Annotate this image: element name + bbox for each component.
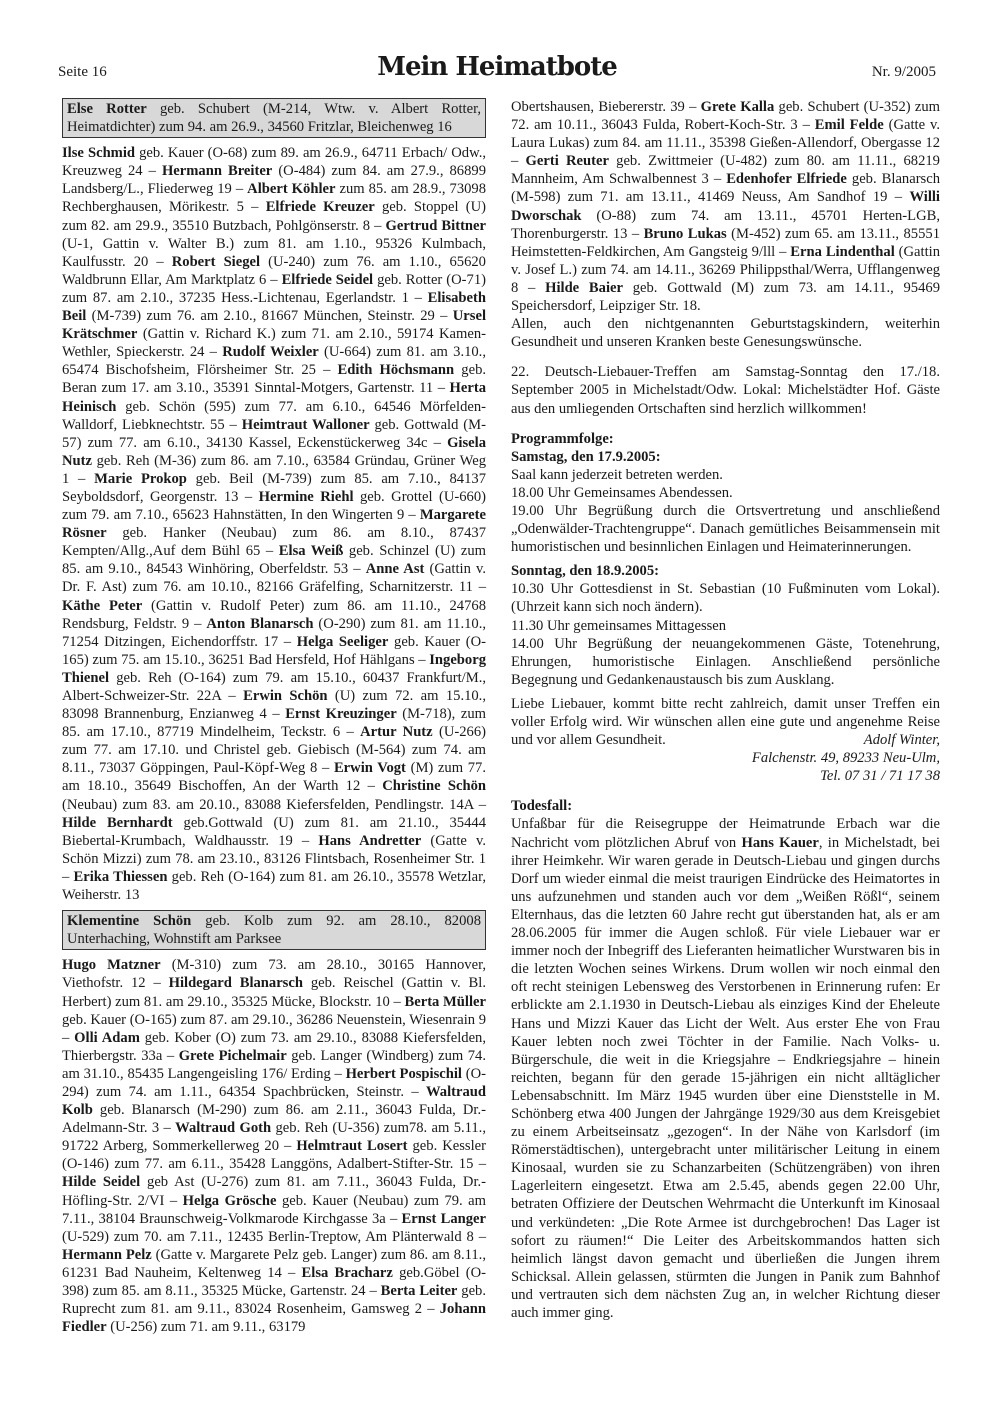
highlight-box-birthday xyxy=(62,910,486,950)
issue-number: Nr. 9/2005 xyxy=(871,64,936,80)
person-name: Heimtraut Walloner xyxy=(241,416,370,433)
person-name: Elfriede Kreuzer xyxy=(265,199,375,216)
person-name: Emil Felde xyxy=(814,117,884,134)
person-name: Edenhofer Elfriede xyxy=(726,171,847,188)
person-name: Hans Kauer xyxy=(741,834,819,851)
person-name: Else Rotter xyxy=(67,101,147,117)
page-number: Seite 16 xyxy=(58,64,107,80)
person-name: Waltraud Kolb xyxy=(62,1083,486,1119)
person-name: Hans Andretter xyxy=(318,832,422,849)
person-name: Anne Ast xyxy=(365,561,425,578)
person-name: Erwin Schön xyxy=(243,688,328,704)
person-name: Gisela Nutz xyxy=(62,434,486,469)
person-name: Berta Müller xyxy=(404,993,486,1010)
meeting-announcement: 22. Deutsch-Liebauer-Treffen am Samstag-Sonntag den 17./18. September 2005 in Michelstadt/Odw. Lokal: Michelstädter Hof. Gäste aus den umliegenden Ortschaften sind herzlich willkommen! xyxy=(511,364,940,417)
program-heading: Programmfolge: xyxy=(511,430,614,447)
person-name: Hilde Baier xyxy=(545,279,623,296)
death-heading: Todesfall: xyxy=(511,798,573,815)
page-header xyxy=(58,52,936,92)
person-name: Elsa Bracharz xyxy=(301,1264,393,1281)
person-name: Grete Pichelmair xyxy=(178,1047,287,1064)
right-column xyxy=(511,98,940,1322)
person-name: Hilde Bernhardt xyxy=(62,814,173,831)
person-name: Johann Fiedler xyxy=(62,1301,486,1336)
highlight-box-birthday xyxy=(62,98,486,138)
program-item: 14.00 Uhr Begrüßung der neuangekommenen Gäste, Totenehrung, Ehrungen, humoristische Einlagen. Anschließend persönliche Begegnung und Gedankenaustausch bis zum Ausklang. xyxy=(511,635,940,688)
person-name: Hermine Riehl xyxy=(258,488,354,505)
person-name: Ernst Kreuzinger xyxy=(285,706,397,723)
person-name: Margarete Rösner xyxy=(62,507,486,542)
highlight-text: Else Rotter geb. Schubert (M-214, Wtw. v. Albert Rotter, Heimatdichter) zum 94. am 26.9., 34560 Fritzlar, Bleichenweg 16 xyxy=(67,101,481,136)
highlight-text: Klementine Schön geb. Kolb zum 92. am 28.10., 82008 Unterhaching, Wohnstift am Parksee xyxy=(67,913,481,948)
person-name: Helga Grösche xyxy=(182,1192,277,1209)
person-name: Helga Seeliger xyxy=(296,633,389,650)
person-name: Hermann Pelz xyxy=(62,1246,152,1263)
person-name: Edith Höchsmann xyxy=(337,362,455,379)
person-name: Albert Köhler xyxy=(247,181,336,198)
signature-phone: Tel. 07 31 / 71 17 38 xyxy=(820,768,940,785)
person-name: Elisabeth Beil xyxy=(62,289,486,325)
person-name: Hermann Breiter xyxy=(161,163,273,180)
person-name: Erna Lindenthal xyxy=(790,243,895,260)
person-name: Erwin Vogt xyxy=(333,760,406,777)
person-name: Olli Adam xyxy=(74,1029,140,1046)
person-name: Ilse Schmid xyxy=(62,145,136,162)
person-name: Marie Prokop xyxy=(94,470,187,487)
program-item: Saal kann jederzeit betreten werden. xyxy=(511,466,723,483)
person-name: Herta Heinisch xyxy=(62,380,486,415)
birthday-list: Ilse Schmid geb. Kauer (O-68) zum 89. am 26.9., 64711 Erbach/ Odw., Kreuzweg 24 – Hermann Breiter (O-484) zum 84. am 27.9., 86899 Landsberg/L., Fliederweg 19 – Albert Köhler zum 85. am 28.9., 73098 Rechberghausen, Mörikestr. 5 – Elfriede Kreuzer geb. Stoppel (U) zum 82. am 29.9., 35510 Butzbach, Pohlgönserstr. 8 – Gertrud Bittner (U-1, Gattin v. Walter B.) zum 81. am 1.10., 95326 Kulmbach, Kaulfusstr. 20 – Robert Siegel (U-240) zum 76. am 1.10., 65620 Waldbrunn Ellar, Am Marktplatz 6 – Elfriede Seidel geb. Rotter (O-71) zum 87. am 2.10., 37235 Hess.-Lichtenau, Egerlandstr. 1 – Elisabeth Beil (M-739) zum 76. am 2.10., 81667 München, Steinstr. 29 – Ursel Krätschmer (Gattin v. Richard K.) zum 71. am 2.10., 59174 Kamen-Wethler, Spieckerstr. 24 – Rudolf Weixler (U-664) zum 81. am 3.10., 65474 Bischofsheim, Flörsheimer Str. 25 – Edith Höchsmann geb. Beran zum 17. am 3.10., 35391 Sinntal-Motgers, Gartenstr. 11 – Herta Heinisch geb. Schön (595) zum 77. am 6.10., 64546 Mörfelden-Walldorf, Liebknechtstr. 55 – Heimtraut Walloner geb. Gottwald (M-57) zum 77. am 6.10., 34130 Kassel, Eckenstückerweg 34c – Gisela Nutz geb. Reh (M-36) zum 86. am 7.10., 63584 Gründau, Grüner Weg 1 – Marie Prokop geb. Beil (M-739) zum 85. am 7.10., 84137 Seyboldsdorf, Georgenstr. 13 – Hermine Riehl geb. Grottel (U-660) zum 79. am 7.10., 65623 Hahnstätten, In den Wingerten 9 – Margarete Rösner geb. Hanker (Neubau) zum 86. am 8.10., 87437 Kempten/Allg.,Auf dem Bühl 65 – Elsa Weiß geb. Schinzel (U) zum 85. am 9.10., 84543 Winhöring, Oberfeldstr. 53 – Anne Ast (Gattin v. Dr. F. Ast) zum 76. am 10.10., 82166 Gräfelfing, Scharnitzerstr. 11 – Käthe Peter (Gattin v. Rudolf Peter) zum 86. am 11.10., 24768 Rendsburg, Feldstr. 9 – Anton Blanarsch (O-290) zum 81. am 11.10., 71254 Ditzingen, Eichendorffstr. 17 – Helga Seeliger geb. Kauer (O-165) zum 75. am 15.10., 36251 Bad Hersfeld, Hof Hählgans – Ingeborg Thienel geb. Reh (O-164) zum 79. am 15.10., 60437 Frankfurt/M., Albert-Schweizer-Str. 22A – Erwin Schön (U) zum 72. am 15.10., 83098 Brannenburg, Enzianweg 4 – Ernst Kreuzinger (M-718), zum 85. am 17.10., 87719 Mindelheim, Teckstr. 6 – Artur Nutz (U-266) zum 77. am 17.10. und Christel geb. Giebisch (M-564) zum 74. am 8.11., 73037 Göppingen, Paul-Köpf-Weg 8 – Erwin Vogt (M) zum 77. am 18.10., 35649 Bischoffen, An der Warth 12 – Christine Schön (Neubau) zum 83. am 20.10., 83088 Kiefersfelden, Pendlingstr. 14A – Hilde Bernhardt geb.Gottwald (U) zum 81. am 21.10., 35444 Biebertal-Krumbach, Waldhausstr. 19 – Hans Andretter (Gatte v. Schön Mizzi) zum 78. am 23.10., 83126 Flintsbach, Rosenheimer Str. 1 – Erika Thiessen geb. Reh (O-164) zum 81. am 26.10., 35578 Wetzlar, Weiherstr. 13 xyxy=(62,145,487,904)
birthday-list: Obertshausen, Biebererstr. 39 – Grete Kalla geb. Schubert (U-352) zum 72. am 10.11., 36043 Fulda, Robert-Koch-Str. 3 – Emil Felde (Gatte v. Laura Lukas) zum 84. am 11.11., 35398 Gießen-Allendorf, Obergasse 12 – Gerti Reuter geb. Zwittmeier (U-482) zum 80. am 11.11., 68219 Mannheim, Am Schwalbennest 3 – Edenhofer Elfriede geb. Blanarsch (M-598) zum 71. am 13.11., 41469 Neuss, Am Sandhof 19 – Willi Dworschak (O-88) zum 74. am 13.11., 45701 Herten-LGB, Thorenburgerstr. 13 – Bruno Lukas (M-452) zum 65. am 13.11., 85551 Heimstetten-Feldkirchen, Am Gangsteig 9/lll – Erna Lindenthal (Gattin v. Josef L.) zum 74. am 14.11., 36269 Philippsthal/Werra, Ufflangenweg 8 – Hilde Baier geb. Gottwald (M) zum 73. am 14.11., 95469 Speichersdorf, Leipziger Str. 18. xyxy=(511,99,941,315)
person-name: Berta Leiter xyxy=(380,1283,458,1299)
saturday-heading: Samstag, den 17.9.2005: xyxy=(511,448,661,465)
person-name: Ingeborg Thienel xyxy=(62,651,486,686)
signature-address: Falchenstr. 49, 89233 Neu-Ulm, xyxy=(751,750,940,767)
person-name: Herbert Pospischil xyxy=(345,1065,462,1082)
person-name: Ursel Krätschmer xyxy=(62,308,486,343)
person-name: Bruno Lukas xyxy=(643,225,727,242)
person-name: Klementine Schön xyxy=(67,913,192,930)
person-name: Rudolf Weixler xyxy=(222,344,319,361)
person-name: Robert Siegel xyxy=(171,253,261,270)
person-name: Elfriede Seidel xyxy=(281,271,374,288)
wishes-text: Allen, auch den nichtgenannten Geburtstagskindern, weiterhin Gesundheit und unseren Kranken beste Genesungswünsche. xyxy=(511,316,940,351)
person-name: Gertrud Bittner xyxy=(385,217,486,234)
program-item: 10.30 Uhr Gottesdienst in St. Sebastian (10 Fußminuten vom Lokal). (Uhrzeit kann sich noch ändern). xyxy=(511,581,940,616)
program-item: 18.00 Uhr Gemeinsames Abendessen. xyxy=(511,484,733,501)
closing-text: Liebe Liebauer, kommt bitte recht zahlreich, damit unser Treffen ein voller Erfolg wird. Wir wünschen allen eine gute und angenehme Reise und vor allem Gesundheit. Adolf Winter, xyxy=(511,695,940,749)
person-name: Christine Schön xyxy=(382,778,486,795)
person-name: Helmtraut Losert xyxy=(296,1138,408,1155)
masthead-logo: Mein Heimatbote xyxy=(377,52,617,82)
person-name: Elsa Weiß xyxy=(278,543,344,560)
obituary-text: Unfaßbar für die Reisegruppe der Heimatrunde Erbach war die Nachricht vom plötzlichen Abruf von Hans Kauer, in Michelstadt, bei ihrer Heimkehr. Wir waren gerade in Deutsch-Liebau und gingen durchs Dorf um wieder einmal die meist traurigen Eindrücke des Heimatortes in uns aufzunehmen und standen auch vor dem „Weißen Rößl“, seinem Elternhaus, das die letzten 60 Jahre recht gut überstanden hat, als er am 28.06.2005 für immer die Augen schloß. Für viele Liebauer war er immer noch der Inbegriff des Lieferanten heimatlicher Wurstwaren bis in die letzten Wochen seines Wirkens. Drum wollen wir noch einmal den oft recht steinigen Lebensweg des Verstorbenen in Erinnerung rufen: Er erblickte am 2.1.1930 in Deutsch-Liebau als einziges Kind der Eheleute Hans und Mizzi Kauer das Licht der Welt. Aus erster Ehe von Frau Kauer lebten noch zwei Töchter in der Familie. Nach Volks- u. Bürgerschule, die weit in die Kriegsjahre – Endkriegsjahre – hinein reichten, begann für den gerade 15-jährigen ein nicht alltäglicher Lebensabschnitt. Im März 1945 wurden über eine Dienststelle in M. Schönberg etwa 400 Jungen der Jahrgänge 1929/30 aus dem Kreisgebiet zu einem Arbeitseinsatz „gezogen“. In der Nähe von Karlsdorf (im Römerstädtischen), untergebracht unter militärischer Leitung in einem Kinosaal, wurden sie zu Schanzarbeiten (Schützengräben) von ihren Lagerleitern eingesetzt. Etwa am 2.5.45, abends gegen 22.00 Uhr, betraten Offiziere der Deutschen Wehrmacht die Unterkunft im Kinosaal und verkündeten: „Die Rote Armee ist durchgebrochen! Das Lager ist sofort zu räumen!“ Die Leiter des Arbeitskommandos hatten sich heimlich längst davon gemacht und überließen die Jungen ihrem Schicksal. Allein gelassen, stürmten die Jungen in Panik zum Bahnhof und vertrauten sich dem nächsten Zug an, in welcher Richtung dieser auch immer ging. xyxy=(511,816,941,1321)
left-column xyxy=(62,98,486,1336)
sunday-heading: Sonntag, den 18.9.2005: xyxy=(511,563,659,580)
person-name: Hilde Seidel xyxy=(62,1174,141,1191)
program-item: 11.30 Uhr gemeinsames Mittagessen xyxy=(511,617,727,634)
person-name: Käthe Peter xyxy=(62,597,143,614)
person-name: Erika Thiessen xyxy=(73,868,168,885)
person-name: Waltraud Goth xyxy=(175,1120,272,1137)
person-name: Artur Nutz xyxy=(360,724,433,741)
birthday-list: Hugo Matzner (M-310) zum 73. am 28.10., 30165 Hannover, Viethofstr. 12 – Hildegard Blanarsch geb. Reischel (Gattin v. Bl. Herbert) zum 81. am 29.10., 35325 Mücke, Blockstr. 10 – Berta Müller geb. Kauer (O-165) zum 87. am 29.10., 36286 Neuenstein, Wiesenrain 9 – Olli Adam geb. Kober (O) zum 73. am 29.10., 83088 Kiefersfelden, Thierbergstr. 33a – Grete Pichelmair geb. Langer (Windberg) zum 74. am 31.10., 85435 Langengeisling 176/ Erding – Herbert Pospischil (O-294) zum 74. am 1.11., 64354 Spachbrücken, Steinstr. – Waltraud Kolb geb. Blanarsch (M-290) zum 86. am 2.11., 36043 Fulda, Dr.-Adelmann-Str. 3 – Waltraud Goth geb. Reh (U-356) zum78. am 5.11., 91722 Arberg, Sommerkellerweg 20 – Helmtraut Losert geb. Kessler (O-146) zum 77. am 6.11., 35428 Langgöns, Adalbert-Stifter-Str. 15 – Hilde Seidel geb Ast (U-276) zum 81. am 7.11., 36043 Fulda, Dr.-Höfling-Str. 2/VI – Helga Grösche geb. Kauer (Neubau) zum 79. am 7.11., 38104 Braunschweig-Volkmarode Kirchgasse 3a – Ernst Langer (U-529) zum 70. am 7.11., 12435 Berlin-Treptow, Am Plänterwald 8 – Hermann Pelz (Gatte v. Margarete Pelz geb. Langer) zum 86. am 8.11., 61231 Bad Nauheim, Keltenweg 14 – Elsa Bracharz geb.Göbel (O-398) zum 85. am 8.11., 35325 Mücke, Gartenstr. 24 – Berta Leiter geb. Ruprecht zum 81. am 9.11., 83024 Rosenheim, Gamsweg 2 – Johann Fiedler (U-256) zum 71. am 9.11., 63179 xyxy=(62,957,487,1336)
person-name: Anton Blanarsch xyxy=(206,615,314,632)
person-name: Gerti Reuter xyxy=(525,153,609,170)
person-name: Grete Kalla xyxy=(700,99,775,115)
program-item: 19.00 Uhr Begrüßung durch die Ortsvertretung und anschließend „Odenwälder-Trachtengruppe“. Danach gemütliches Beisammensein mit humoristischen und besinnlichen Einlagen und Heimaterinnerungen. xyxy=(511,502,940,556)
person-name: Hildegard Blanarsch xyxy=(168,975,303,992)
person-name: Ernst Langer xyxy=(401,1210,486,1227)
person-name: Willi Dworschak xyxy=(511,189,940,224)
person-name: Hugo Matzner xyxy=(62,957,161,974)
signature-name: Adolf Winter, xyxy=(863,732,940,749)
